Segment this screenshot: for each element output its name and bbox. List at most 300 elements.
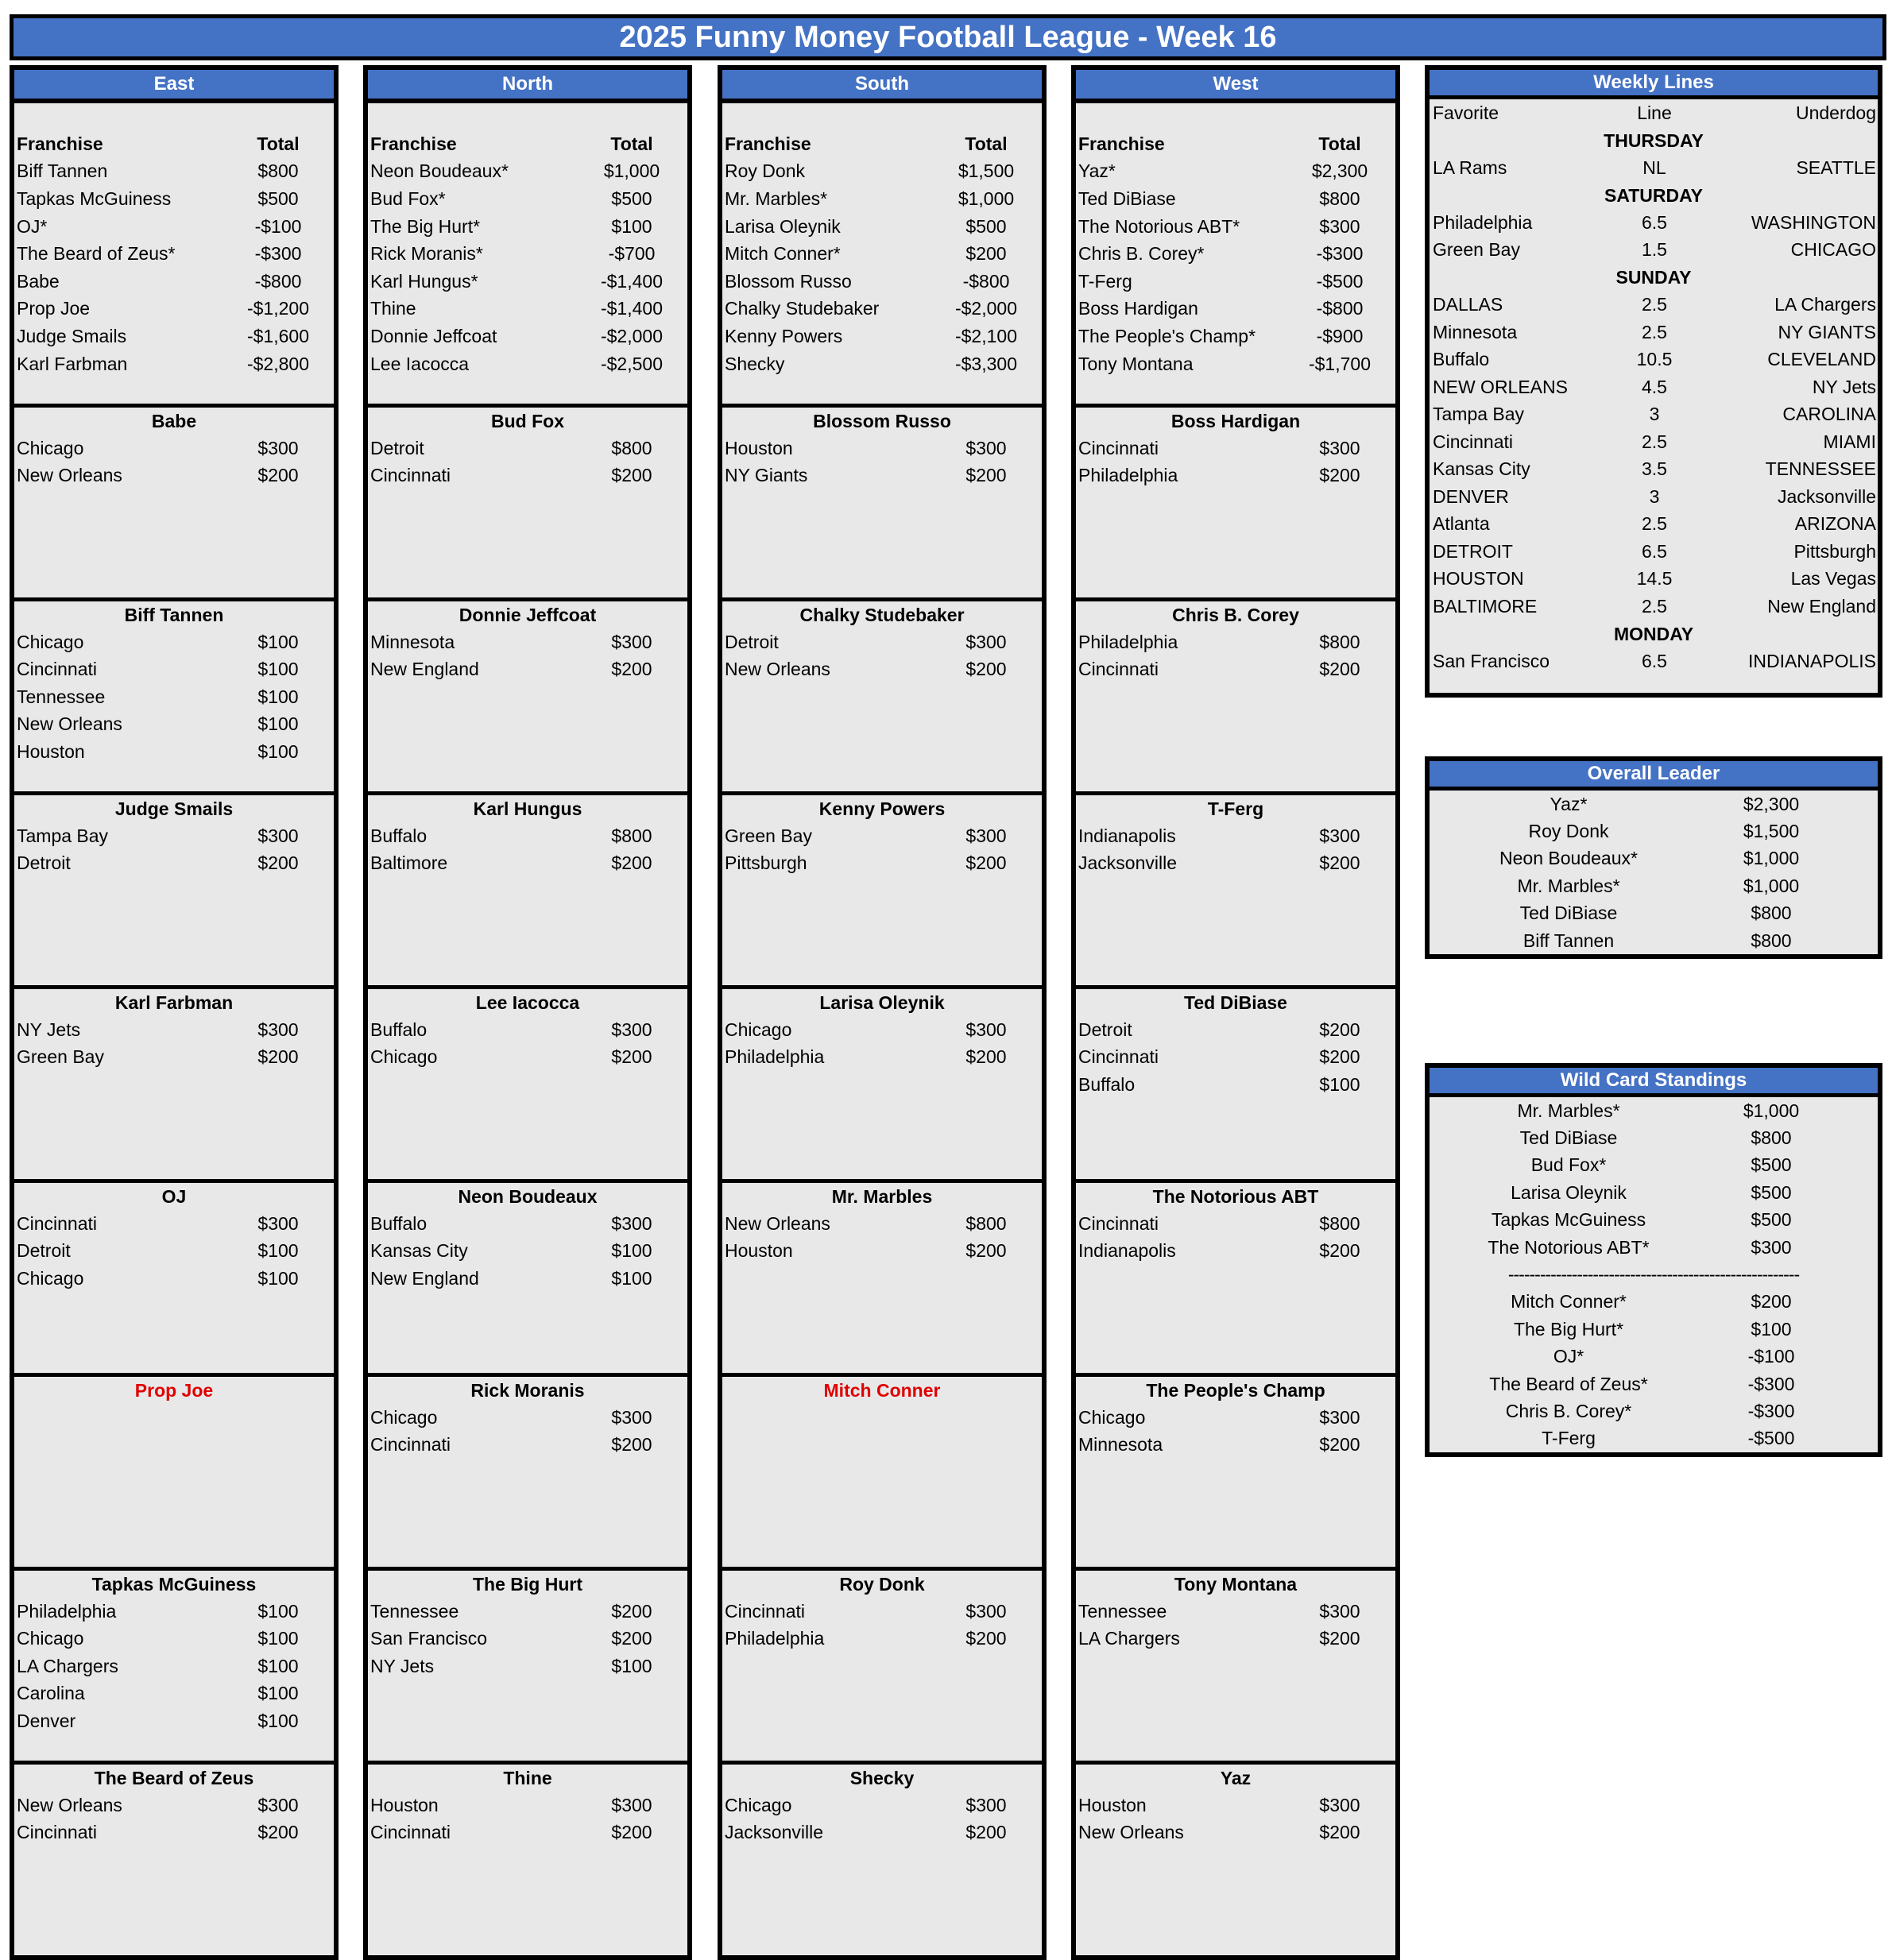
pick-row (368, 1265, 687, 1293)
franchise-picks-block (722, 1377, 1042, 1571)
franchise-total: -$700 (608, 243, 656, 265)
franchise-name: Mitch Conner* (725, 243, 841, 265)
pick-team: Green Bay (17, 1046, 104, 1068)
franchise-label: Franchise (370, 133, 457, 154)
pick-amount: $300 (611, 631, 652, 652)
pick-amount: $300 (257, 825, 299, 846)
pick-amount: $300 (257, 1212, 299, 1234)
franchise-name: Kenny Powers (725, 325, 843, 346)
standings-row (368, 240, 687, 268)
pick-team: Cincinnati (1078, 659, 1159, 680)
pick-row (722, 1210, 1042, 1238)
pick-team: Houston (370, 1794, 439, 1815)
pick-row (1076, 1238, 1395, 1266)
pick-team: Indianapolis (1078, 1240, 1176, 1262)
pick-row (722, 1598, 1042, 1626)
wild-card-row (1430, 1425, 1878, 1452)
standings-row (722, 213, 1042, 241)
franchise-name: Biff Tannen (1522, 930, 1615, 951)
franchise-total: -$2,100 (954, 325, 1017, 346)
underdog-team: CLEVELAND (1767, 349, 1876, 370)
standings-header-row (14, 130, 334, 158)
pick-amount: $800 (1319, 1212, 1360, 1234)
franchise-picks-name: Larisa Oleynik (819, 992, 945, 1013)
franchise-total: -$1,600 (246, 325, 309, 346)
division-west (1071, 65, 1400, 1960)
pick-team: New Orleans (17, 713, 122, 735)
franchise-name: Yaz* (1550, 793, 1588, 814)
franchise-picks-block (14, 1183, 334, 1377)
pick-amount: $100 (611, 1267, 652, 1289)
pick-amount: $100 (257, 631, 299, 652)
franchise-total: -$2,800 (246, 353, 309, 374)
franchise-name: Roy Donk (725, 160, 805, 182)
point-spread: 3.5 (1642, 458, 1667, 480)
division-north (363, 65, 692, 1960)
leader-row (1430, 900, 1878, 927)
pick-amount: $200 (1319, 852, 1360, 874)
standings-row (14, 213, 334, 241)
franchise-name: Lee Iacocca (370, 353, 470, 374)
underdog-team: Pittsburgh (1793, 540, 1876, 562)
franchise-name: The Notorious ABT* (1488, 1236, 1650, 1258)
favorite-team: DALLAS (1433, 294, 1503, 315)
division-east (10, 65, 339, 1960)
favorite-team: Buffalo (1433, 349, 1490, 370)
point-spread: 3 (1649, 485, 1660, 507)
favorite-team: Minnesota (1433, 321, 1518, 342)
franchise-total: $100 (611, 215, 652, 237)
pick-amount: $200 (1319, 1046, 1360, 1068)
franchise-picks-block (14, 408, 334, 601)
franchise-total: $2,300 (1743, 793, 1800, 814)
franchise-name: Thine (370, 298, 416, 319)
pick-row (368, 1626, 687, 1653)
franchise-total: -$900 (1316, 325, 1364, 346)
franchise-name: Tony Montana (1078, 353, 1194, 374)
pick-amount: $200 (965, 659, 1007, 680)
pick-row (368, 1016, 687, 1044)
franchise-name: Chris B. Corey* (1078, 243, 1205, 265)
favorite-team: LA Rams (1433, 157, 1507, 178)
pick-row (14, 822, 334, 850)
pick-row (14, 1819, 334, 1847)
pick-amount: $300 (965, 1019, 1007, 1040)
overall-leader-header: Overall Leader (1430, 761, 1878, 791)
favorite-team: Philadelphia (1433, 211, 1533, 233)
pick-team: Kansas City (370, 1240, 468, 1262)
game-line-row (1430, 319, 1878, 346)
pick-amount: $200 (1319, 1019, 1360, 1040)
division-standings (722, 103, 1042, 408)
franchise-picks-block (722, 795, 1042, 989)
pick-team: Buffalo (1078, 1073, 1136, 1095)
pick-row (368, 1792, 687, 1819)
game-line-row (1430, 428, 1878, 456)
point-spread: 2.5 (1642, 513, 1667, 535)
pick-amount: $200 (611, 852, 652, 874)
pick-amount: $200 (611, 465, 652, 486)
pick-row (14, 1707, 334, 1735)
pick-row (14, 738, 334, 766)
total-label: Total (1318, 133, 1361, 154)
franchise-name: Mr. Marbles* (725, 187, 828, 209)
pick-team: Cincinnati (17, 1212, 97, 1234)
pick-team: New England (370, 1267, 479, 1289)
pick-amount: $200 (1319, 1822, 1360, 1843)
standings-row (1076, 268, 1395, 296)
franchise-picks-name: Mr. Marbles (831, 1186, 933, 1207)
franchise-picks-block (368, 1571, 687, 1765)
pick-row (722, 462, 1042, 490)
franchise-total: -$1,400 (600, 270, 663, 292)
pick-amount: $200 (611, 659, 652, 680)
favorite-team: Atlanta (1433, 513, 1490, 535)
pick-row (722, 1238, 1042, 1266)
franchise-total: -$100 (1747, 1346, 1795, 1367)
franchise-picks-name: Boss Hardigan (1170, 411, 1301, 431)
pick-row (14, 1265, 334, 1293)
pick-amount: $300 (1319, 1600, 1360, 1622)
franchise-name: Boss Hardigan (1078, 298, 1198, 319)
standings-spacer (368, 103, 687, 130)
game-day-label: SATURDAY (1604, 184, 1703, 206)
franchise-picks-block (14, 795, 334, 989)
franchise-label: Franchise (725, 133, 811, 154)
franchise-picks-name: T-Ferg (1207, 798, 1264, 819)
pick-team: Tennessee (1078, 1600, 1167, 1622)
underdog-team: MIAMI (1823, 431, 1876, 452)
franchise-picks-block (722, 1183, 1042, 1377)
pick-amount: $200 (611, 1600, 652, 1622)
pick-team: San Francisco (370, 1628, 488, 1649)
franchise-name: Bud Fox* (370, 187, 446, 209)
franchise-name: Rick Moranis* (370, 243, 483, 265)
weekly-lines-header: Weekly Lines (1430, 70, 1878, 99)
standings-row (1076, 323, 1395, 350)
standings-row (14, 350, 334, 378)
franchise-picks-block (722, 1571, 1042, 1765)
point-spread: 2.5 (1642, 431, 1667, 452)
pick-row (368, 656, 687, 684)
pick-amount: $300 (1319, 1406, 1360, 1428)
franchise-name: Ted DiBiase (1519, 1127, 1618, 1149)
underdog-team: NY GIANTS (1778, 321, 1876, 342)
underdog-team: TENNESSEE (1765, 458, 1876, 480)
pick-row (368, 822, 687, 850)
pick-row (722, 1626, 1042, 1653)
pick-team: Minnesota (1078, 1434, 1163, 1456)
wild-card-header: Wild Card Standings (1430, 1068, 1878, 1097)
franchise-picks-name: Tony Montana (1174, 1574, 1298, 1595)
pick-team: NY Jets (370, 1655, 435, 1676)
pick-amount: $200 (965, 465, 1007, 486)
pick-row (14, 462, 334, 490)
franchise-total: -$300 (1747, 1373, 1795, 1394)
game-line-row (1430, 292, 1878, 319)
franchise-total: -$300 (1316, 243, 1364, 265)
leader-row (1430, 818, 1878, 845)
franchise-picks-name: Chalky Studebaker (799, 605, 965, 625)
pick-amount: $200 (965, 1046, 1007, 1068)
franchise-total: $1,500 (1743, 821, 1800, 842)
franchise-name: Roy Donk (1528, 821, 1609, 842)
franchise-total: $500 (1751, 1209, 1792, 1231)
point-spread: 4.5 (1642, 376, 1667, 397)
standings-row (722, 296, 1042, 323)
franchise-name: The Notorious ABT* (1078, 215, 1240, 237)
pick-amount: $300 (1319, 437, 1360, 458)
pick-team: Chicago (370, 1406, 438, 1428)
pick-team: Buffalo (370, 1019, 428, 1040)
standings-row (722, 323, 1042, 350)
pick-row (722, 628, 1042, 656)
franchise-total: -$300 (1747, 1400, 1795, 1421)
pick-team: Houston (725, 437, 793, 458)
franchise-name: Karl Farbman (17, 353, 128, 374)
pick-amount: $100 (257, 1710, 299, 1731)
underdog-team: CAROLINA (1782, 404, 1876, 425)
point-spread: NL (1642, 157, 1666, 178)
standings-row (14, 323, 334, 350)
standings-header-row (368, 130, 687, 158)
division-header: West (1076, 70, 1395, 103)
franchise-picks-block (14, 601, 334, 795)
franchise-name: Yaz* (1078, 160, 1116, 182)
pick-team: Chicago (370, 1046, 438, 1068)
pick-row (1076, 1792, 1395, 1819)
pick-amount: $200 (965, 1240, 1007, 1262)
standings-row (368, 296, 687, 323)
franchise-picks-block (368, 1183, 687, 1377)
pick-team: Tennessee (370, 1600, 459, 1622)
franchise-picks-name: Shecky (849, 1768, 915, 1788)
franchise-picks-block (14, 1571, 334, 1765)
pick-row (722, 1819, 1042, 1847)
franchise-picks-name: Biff Tannen (124, 605, 224, 625)
point-spread: 1.5 (1642, 239, 1667, 261)
pick-row (368, 1044, 687, 1072)
pick-team: Cincinnati (370, 1822, 451, 1843)
game-line-row (1430, 209, 1878, 237)
franchise-name: Karl Hungus* (370, 270, 478, 292)
leader-row (1430, 845, 1878, 872)
franchise-label: Franchise (1078, 133, 1165, 154)
pick-amount: $200 (965, 1822, 1007, 1843)
pick-amount: $300 (965, 437, 1007, 458)
franchise-name: Tapkas McGuiness (1491, 1209, 1646, 1231)
pick-amount: $800 (1319, 631, 1360, 652)
pick-amount: $100 (257, 1600, 299, 1622)
weekly-lines-column-header (1430, 99, 1878, 127)
pick-amount: $200 (257, 1822, 299, 1843)
pick-amount: $100 (611, 1240, 652, 1262)
franchise-total: -$3,300 (954, 353, 1017, 374)
franchise-picks-name: Bud Fox (491, 411, 564, 431)
pick-row (722, 1792, 1042, 1819)
pick-team: LA Chargers (1078, 1628, 1180, 1649)
pick-row (1076, 1404, 1395, 1432)
favorite-team: BALTIMORE (1433, 595, 1538, 617)
franchise-picks-name: Rick Moranis (470, 1380, 585, 1401)
pick-team: New Orleans (17, 465, 122, 486)
franchise-picks-block (14, 1765, 334, 1955)
game-day-label: MONDAY (1613, 623, 1694, 644)
weekly-lines-panel (1425, 65, 1882, 698)
franchise-name: Chalky Studebaker (725, 298, 880, 319)
pick-amount: $300 (965, 631, 1007, 652)
pick-row (1076, 462, 1395, 490)
wild-card-row (1430, 1124, 1878, 1151)
wild-card-row (1430, 1343, 1878, 1370)
pick-amount: $100 (257, 1655, 299, 1676)
franchise-total: $500 (1751, 1154, 1792, 1176)
game-line-row (1430, 511, 1878, 539)
pick-amount: $300 (965, 825, 1007, 846)
pick-team: Philadelphia (725, 1628, 825, 1649)
pick-team: Cincinnati (17, 1822, 97, 1843)
pick-team: Chicago (17, 437, 84, 458)
pick-row (1076, 1626, 1395, 1653)
pick-amount: $200 (257, 1046, 299, 1068)
franchise-picks-block (368, 1377, 687, 1571)
underdog-col-label: Underdog (1795, 102, 1876, 123)
pick-row (368, 462, 687, 490)
pick-amount: $100 (257, 686, 299, 707)
franchise-picks-name: The Notorious ABT (1152, 1186, 1319, 1207)
franchise-picks-block (722, 601, 1042, 795)
wild-card-row (1430, 1097, 1878, 1124)
pick-amount: $300 (611, 1212, 652, 1234)
game-line-row (1430, 538, 1878, 566)
franchise-name: The Beard of Zeus* (17, 243, 176, 265)
underdog-team: New England (1767, 595, 1876, 617)
franchise-picks-name: Prop Joe (134, 1380, 214, 1401)
pick-team: Chicago (17, 631, 84, 652)
underdog-team: CHICAGO (1790, 239, 1876, 261)
franchise-picks-block (1076, 1377, 1395, 1571)
franchise-picks-block (1076, 408, 1395, 601)
pick-amount: $300 (1319, 825, 1360, 846)
franchise-name: Donnie Jeffcoat (370, 325, 497, 346)
game-line-row (1430, 346, 1878, 374)
franchise-total: $500 (1751, 1181, 1792, 1203)
pick-row (1076, 850, 1395, 878)
franchise-total: -$1,400 (600, 298, 663, 319)
pick-amount: $200 (611, 1046, 652, 1068)
pick-row (1076, 822, 1395, 850)
pick-amount: $200 (611, 1434, 652, 1456)
franchise-name: Shecky (725, 353, 785, 374)
franchise-picks-block (368, 1765, 687, 1955)
franchise-total: $800 (1751, 903, 1792, 924)
pick-row (722, 435, 1042, 462)
pick-row (14, 1792, 334, 1819)
pick-amount: $300 (257, 437, 299, 458)
franchise-total: $300 (1751, 1236, 1792, 1258)
pick-team: Detroit (17, 1240, 71, 1262)
franchise-total: $200 (965, 243, 1007, 265)
standings-row (368, 350, 687, 378)
pick-team: Green Bay (725, 825, 812, 846)
pick-amount: $100 (611, 1655, 652, 1676)
franchise-picks-block (368, 601, 687, 795)
underdog-team: INDIANAPOLIS (1747, 650, 1876, 671)
game-line-row (1430, 648, 1878, 675)
standings-spacer (14, 103, 334, 130)
leader-row (1430, 927, 1878, 954)
pick-team: Chicago (725, 1019, 792, 1040)
pick-row (368, 628, 687, 656)
franchise-picks-name: Babe (151, 411, 197, 431)
franchise-total: $500 (257, 187, 299, 209)
pick-row (14, 1653, 334, 1680)
franchise-picks-block (1076, 989, 1395, 1183)
franchise-name: OJ* (1553, 1346, 1584, 1367)
pick-team: Pittsburgh (725, 852, 807, 874)
pick-amount: $100 (257, 1267, 299, 1289)
franchise-name: Neon Boudeaux* (1499, 848, 1638, 869)
pick-amount: $200 (965, 852, 1007, 874)
pick-row (14, 1626, 334, 1653)
pick-amount: $100 (257, 659, 299, 680)
game-line-row (1430, 373, 1878, 401)
franchise-picks-name: Mitch Conner (823, 1380, 941, 1401)
standings-row (1076, 158, 1395, 186)
pick-amount: $100 (257, 713, 299, 735)
standings-row (368, 213, 687, 241)
standings-row (1076, 185, 1395, 213)
franchise-name: Neon Boudeaux* (370, 160, 509, 182)
franchise-picks-name: Donnie Jeffcoat (458, 605, 597, 625)
wild-card-row (1430, 1316, 1878, 1343)
pick-row (722, 1016, 1042, 1044)
pick-team: Chicago (17, 1628, 84, 1649)
point-spread: 2.5 (1642, 321, 1667, 342)
pick-team: Jacksonville (1078, 852, 1177, 874)
pick-amount: $200 (1319, 1434, 1360, 1456)
pick-team: Detroit (370, 437, 424, 458)
pick-amount: $200 (1319, 1240, 1360, 1262)
pick-row (14, 683, 334, 711)
pick-team: Cincinnati (17, 659, 97, 680)
pick-team: Detroit (725, 631, 779, 652)
favorite-team: Tampa Bay (1433, 404, 1525, 425)
standings-header-row (722, 130, 1042, 158)
pick-amount: $800 (611, 437, 652, 458)
wild-card-row (1430, 1370, 1878, 1398)
total-label: Total (965, 133, 1008, 154)
point-spread: 2.5 (1642, 595, 1667, 617)
standings-row (722, 158, 1042, 186)
game-day-label: THURSDAY (1604, 130, 1704, 151)
pick-amount: $200 (1319, 659, 1360, 680)
pick-team: Chicago (17, 1267, 84, 1289)
franchise-picks-name: Karl Hungus (473, 798, 582, 819)
franchise-total: $1,000 (603, 160, 660, 182)
pick-row (14, 850, 334, 878)
pick-team: Cincinnati (370, 1434, 451, 1456)
pick-amount: $200 (257, 465, 299, 486)
pick-amount: $200 (257, 852, 299, 874)
franchise-picks-name: Neon Boudeaux (458, 1186, 598, 1207)
franchise-total: $800 (1751, 1127, 1792, 1149)
pick-row (368, 1432, 687, 1459)
pick-row (14, 711, 334, 739)
pick-team: Tampa Bay (17, 825, 109, 846)
pick-amount: $800 (965, 1212, 1007, 1234)
franchise-picks-block (1076, 1765, 1395, 1955)
